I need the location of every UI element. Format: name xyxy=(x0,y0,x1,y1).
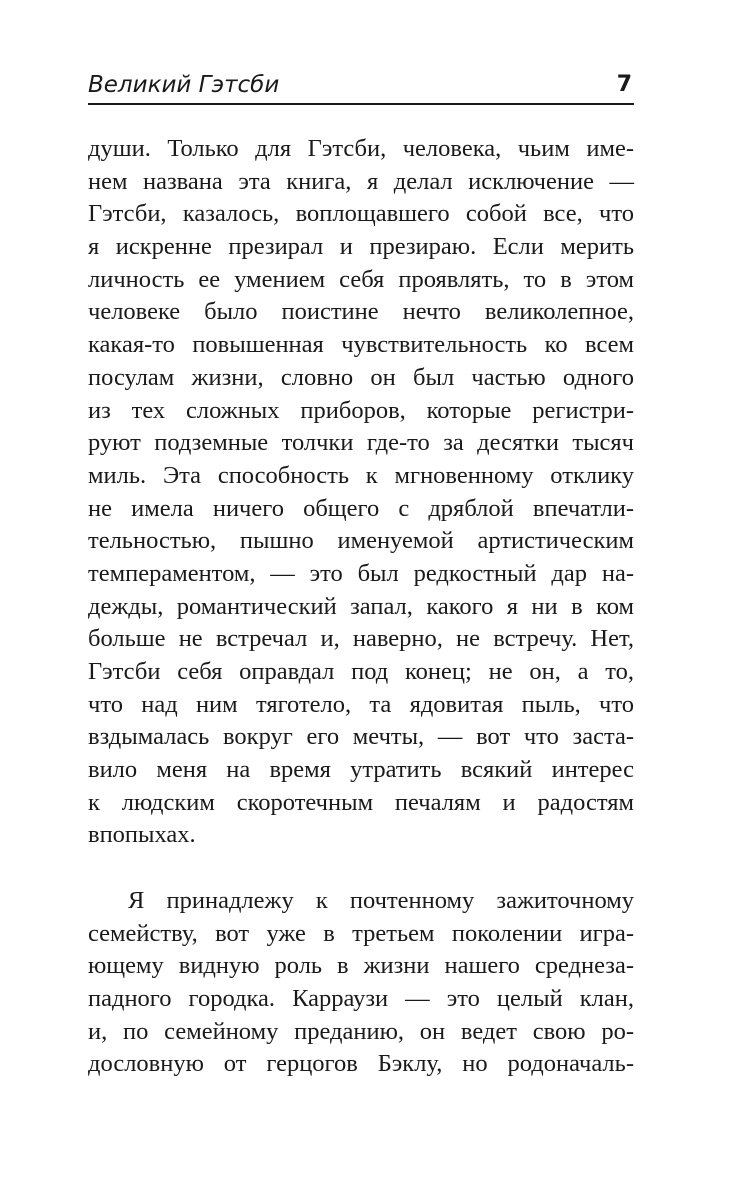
text-line: дежды, романтический запал, какого я ни в ком xyxy=(88,592,634,620)
text-line: не имела ничего общего с дряблой впечатли- xyxy=(88,494,634,522)
body-text xyxy=(88,133,634,1081)
book-title: Великий Гэтсби xyxy=(88,72,280,98)
text-line: падного городка. Карраузи — это целый клан, xyxy=(88,984,634,1012)
text-line: я искренне презирал и презираю. Если мерить xyxy=(88,233,634,261)
text-line: что над ним тяготело, та ядовитая пыль, что xyxy=(88,690,634,718)
text-line: нем названа эта книга, я делал исключение — xyxy=(88,167,634,195)
text-line: к людским скоротечным печалям и радостям xyxy=(88,788,634,816)
text-line: человеке было поистине нечто великолепное, xyxy=(88,298,634,326)
text-line: и, по семейному преданию, он ведет свою ро- xyxy=(88,1017,634,1045)
text-line: семейству, вот уже в третьем поколении игра- xyxy=(88,919,634,947)
text-line: Гэтсби себя оправдал под конец; не он, а то, xyxy=(88,658,634,685)
text-line: руют подземные толчки где-то за десятки тысяч xyxy=(88,429,634,457)
text-line: больше не встречал и, наверно, не встречу. Нет, xyxy=(88,625,634,653)
page-number: 7 xyxy=(616,72,632,97)
paragraph-gap xyxy=(88,852,634,885)
paragraph-2 xyxy=(88,885,634,1081)
text-line: ющему видную роль в жизни нашего среднеза- xyxy=(88,952,634,980)
text-line: личность ее умением себя проявлять, то в этом xyxy=(88,265,634,293)
text-line: вздымалась вокруг его мечты, — вот что заста- xyxy=(88,723,634,751)
running-head xyxy=(88,68,634,104)
text-line: души. Только для Гэтсби, человека, чьим име- xyxy=(88,135,634,162)
text-line: темпераментом, — это был редкостный дар на- xyxy=(88,559,634,587)
text-line: Гэтсби, казалось, воплощавшего собой все, что xyxy=(88,200,634,228)
text-line: посулам жизни, словно он был частью одного xyxy=(88,363,634,391)
text-line: из тех сложных приборов, которые регистри- xyxy=(88,396,634,424)
text-line: вило меня на время утратить всякий интерес xyxy=(88,756,634,784)
text-line: какая-то повышенная чувствительность ко всем xyxy=(88,331,634,359)
paragraph-1 xyxy=(88,133,634,852)
text-line: миль. Эта способность к мгновенному отклику xyxy=(88,461,634,489)
header-rule xyxy=(88,103,634,105)
text-line: тельностью, пышно именуемой артистическим xyxy=(88,527,634,555)
text-line: Я принадлежу к почтенному зажиточному xyxy=(128,886,634,914)
text-line: дословную от герцогов Бэклу, но родоначаль- xyxy=(88,1050,634,1078)
text-line: впопыхах. xyxy=(88,821,196,849)
